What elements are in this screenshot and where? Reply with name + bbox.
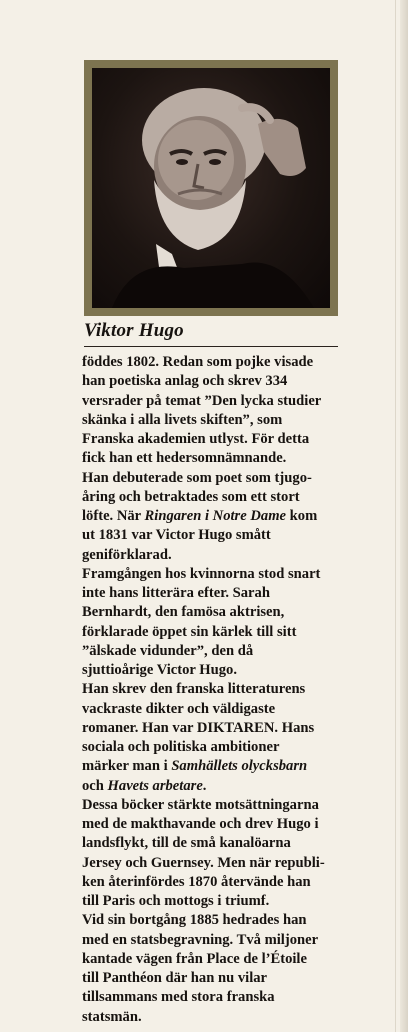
text-line: Franska akademien utlyst. För detta <box>82 431 310 447</box>
text-line: med de makthavande och drev Hugo i <box>82 816 319 832</box>
text-line: Han skrev den franska litteraturens <box>82 681 306 698</box>
cover-fold-line <box>395 0 396 1032</box>
cover-edge <box>400 0 408 1032</box>
text-line: romaner. Han var DIKTAREN. Hans <box>82 719 315 736</box>
text-line: till Panthéon där han nu vilar <box>82 970 268 986</box>
portrait-frame <box>84 60 338 316</box>
text-segment: och <box>82 777 108 794</box>
text-line: ”älskade vidunder”, den då <box>82 642 254 659</box>
text-line: han poetiska anlag och skrev 334 <box>82 373 288 390</box>
text-line: fick han ett hedersomnämnande. <box>82 450 287 467</box>
text-line: Framgången hos kvinnorna stod snart <box>82 565 321 582</box>
text-segment: kom <box>286 508 318 524</box>
text-line <box>82 777 346 796</box>
book-title-notre-dame: Ringaren i Notre Dame <box>144 508 287 524</box>
author-portrait <box>92 68 330 308</box>
text-line: versrader på temat ”Den lycka studier <box>82 392 322 409</box>
text-segment: löfte. När <box>82 508 145 524</box>
text-line: skänka i alla livets skiften”, som <box>82 411 283 428</box>
text-line: förklarade öppet sin kärlek till sitt <box>82 623 297 640</box>
text-line: föddes 1802. Redan som pojke visade <box>82 354 314 370</box>
text-segment: . <box>202 777 207 794</box>
portrait-illustration <box>92 68 330 308</box>
text-line: ut 1831 var Victor Hugo smått <box>82 527 271 544</box>
biography-text <box>82 353 346 1027</box>
author-heading: Viktor Hugo <box>84 320 184 341</box>
text-line: sociala och politiska ambitioner <box>82 739 280 755</box>
text-line: tillsammans med stora franska <box>82 989 275 1006</box>
text-line: landsflykt, till de små kanalöarna <box>82 835 291 852</box>
text-line: åring och betraktades som ett stort <box>82 488 300 505</box>
text-line: Vid sin bortgång 1885 hedrades han <box>82 912 307 929</box>
text-line <box>82 757 346 776</box>
text-line <box>82 507 346 526</box>
text-line: ken återinfördes 1870 återvände han <box>82 873 311 890</box>
text-line: geniförklarad. <box>82 546 172 563</box>
heading-rule <box>84 346 338 347</box>
text-segment: märker man i <box>82 758 172 775</box>
text-line: Dessa böcker stärkte motsättningarna <box>82 796 319 813</box>
text-line: Han debuterade som poet som tjugo- <box>82 469 312 486</box>
text-line: med en statsbegravning. Två miljoner <box>82 931 319 948</box>
text-line: sjuttioårige Victor Hugo. <box>82 662 237 678</box>
book-title-havets: Havets arbetare <box>107 777 203 794</box>
text-line: till Paris och mottogs i triumf. <box>82 893 270 909</box>
text-line: Jersey och Guernsey. Men när republi- <box>82 854 325 871</box>
text-line: statsmän. <box>82 1008 142 1025</box>
text-line: Bernhardt, den famösa aktrisen, <box>82 604 285 621</box>
text-line: inte hans litterära efter. Sarah <box>82 585 270 601</box>
text-line: vackraste dikter och väldigaste <box>82 700 276 717</box>
book-title-samhallets: Samhällets olycksbarn <box>171 758 308 775</box>
text-line: kantade vägen från Place de l’Étoile <box>82 950 307 967</box>
